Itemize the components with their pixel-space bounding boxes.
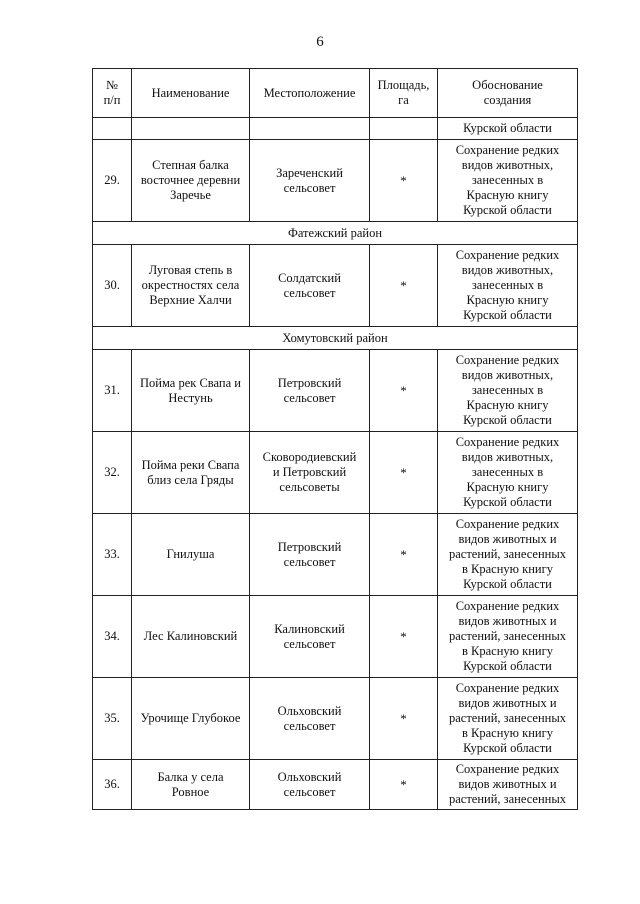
table-row xyxy=(93,140,578,222)
row-num: 34. xyxy=(93,596,132,678)
row-basis: Сохранение редких видов животных и растений, занесенных в Красную книгу Курской области xyxy=(438,678,578,760)
row-name: Пойма реки Свапа близ села Гряды xyxy=(132,432,250,514)
table-row xyxy=(93,596,578,678)
protected-areas-table xyxy=(92,68,578,810)
row-area: * xyxy=(370,140,438,222)
row-num: 31. xyxy=(93,350,132,432)
row-area: * xyxy=(370,432,438,514)
row-num: 33. xyxy=(93,514,132,596)
header-area: Площадь, га xyxy=(370,69,438,118)
row-basis: Сохранение редких видов животных и растений, занесенных в Красную книгу Курской области xyxy=(438,596,578,678)
row-basis: Сохранение редких видов животных, занесенных в Красную книгу Курской области xyxy=(438,432,578,514)
row-name: Луговая степь в окрестностях села Верхние Халчи xyxy=(132,245,250,327)
row-location: Солдатский сельсовет xyxy=(250,245,370,327)
row-location: Сковородиевский и Петровский сельсоветы xyxy=(250,432,370,514)
row-location: Ольховский сельсовет xyxy=(250,678,370,760)
header-num: № п/п xyxy=(93,69,132,118)
row-name: Лес Калиновский xyxy=(132,596,250,678)
table-row xyxy=(93,760,578,810)
table-row xyxy=(93,678,578,760)
region-row xyxy=(93,327,578,350)
row-name: Гнилуша xyxy=(132,514,250,596)
table-row xyxy=(93,514,578,596)
row-num: 36. xyxy=(93,760,132,810)
row-area: * xyxy=(370,678,438,760)
header-basis: Обоснование создания xyxy=(438,69,578,118)
table-cell xyxy=(93,118,132,140)
region-title: Хомутовский район xyxy=(93,327,578,350)
table-cell xyxy=(250,118,370,140)
header-name: Наименование xyxy=(132,69,250,118)
continuation-row xyxy=(93,118,578,140)
header-location: Местоположение xyxy=(250,69,370,118)
row-location: Петровский сельсовет xyxy=(250,350,370,432)
row-area: * xyxy=(370,350,438,432)
page-number: 6 xyxy=(316,34,324,50)
row-num: 35. xyxy=(93,678,132,760)
region-title: Фатежский район xyxy=(93,222,578,245)
row-location: Ольховский сельсовет xyxy=(250,760,370,810)
row-location: Калиновский сельсовет xyxy=(250,596,370,678)
row-area: * xyxy=(370,514,438,596)
region-row xyxy=(93,222,578,245)
table-cell xyxy=(370,118,438,140)
row-num: 30. xyxy=(93,245,132,327)
row-area: * xyxy=(370,760,438,810)
row-basis: Сохранение редких видов животных, занесенных в Красную книгу Курской области xyxy=(438,350,578,432)
row-name: Балка у села Ровное xyxy=(132,760,250,810)
continuation-basis: Курской области xyxy=(438,118,578,140)
table-row xyxy=(93,432,578,514)
row-basis: Сохранение редких видов животных и растений, занесенных xyxy=(438,760,578,810)
table-header-row xyxy=(93,69,578,118)
row-name: Пойма рек Свапа и Нестунь xyxy=(132,350,250,432)
row-basis: Сохранение редких видов животных и растений, занесенных в Красную книгу Курской области xyxy=(438,514,578,596)
row-num: 32. xyxy=(93,432,132,514)
row-location: Зареченский сельсовет xyxy=(250,140,370,222)
table-row xyxy=(93,350,578,432)
row-name: Урочище Глубокое xyxy=(132,678,250,760)
table-cell xyxy=(132,118,250,140)
row-basis: Сохранение редких видов животных, занесенных в Красную книгу Курской области xyxy=(438,140,578,222)
row-name: Степная балка восточнее деревни Заречье xyxy=(132,140,250,222)
row-num: 29. xyxy=(93,140,132,222)
row-basis: Сохранение редких видов животных, занесенных в Красную книгу Курской области xyxy=(438,245,578,327)
table-row xyxy=(93,245,578,327)
row-area: * xyxy=(370,245,438,327)
row-area: * xyxy=(370,596,438,678)
row-location: Петровский сельсовет xyxy=(250,514,370,596)
